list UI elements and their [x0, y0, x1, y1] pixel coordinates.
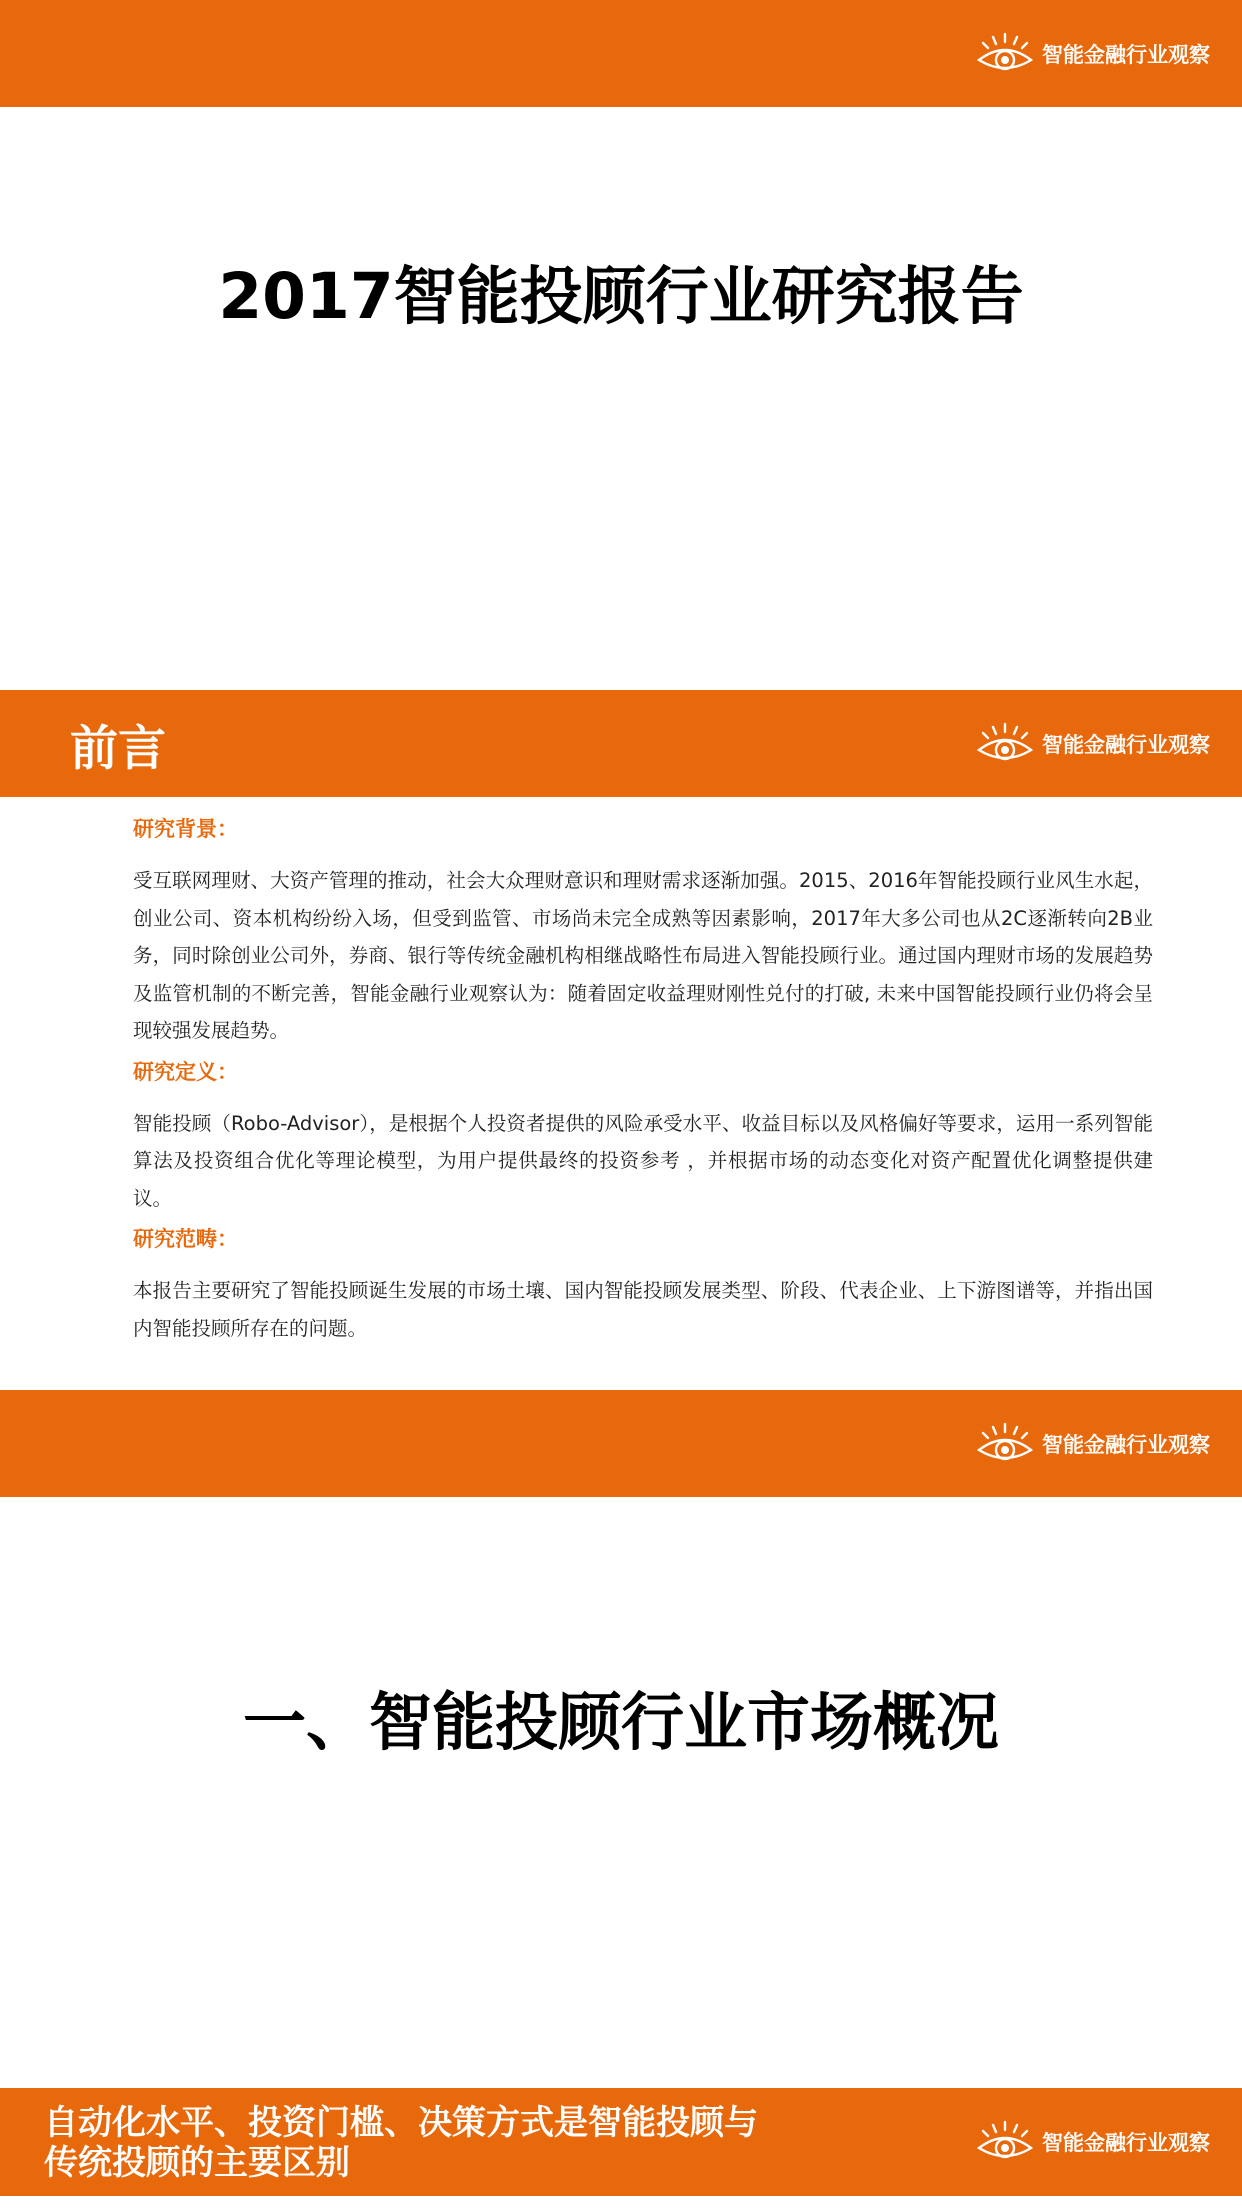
brand-logo: [976, 722, 1210, 766]
section-heading-background: 研究背景：: [133, 817, 238, 841]
section-heading-definition: 研究定义：: [133, 1059, 238, 1084]
page4-title-line2: 传统投顾的主要区别: [44, 2143, 350, 2183]
section-text-scope: 本报告主要研究了智能投顾诞生发展的市场土壤、国内智能投顾发展类型、阶段、代表企业、上下游图谱等，并指出国内智能投顾所存在的问题。: [133, 1279, 1153, 1340]
brand-name: 智能金融行业观察: [1042, 2131, 1210, 2155]
preface-band: [0, 690, 1242, 797]
section-heading-scope: 研究范畴：: [133, 1227, 238, 1251]
preface-title: 前言: [70, 720, 167, 776]
header-band-page3: [0, 1390, 1242, 1497]
brand-logo: [976, 2120, 1210, 2164]
section-text-definition: 智能投顾（Robo-Advisor），是根据个人投资者提供的风险承受水平、收益目标以及风格偏好等要求，运用一系列智能算法及投资组合优化等理论模型，为用户提供最终的投资参考 ，并根据市场的动态变化对资产配置优化调整提供建议。: [133, 1111, 1153, 1210]
brand-logo: [976, 32, 1210, 76]
brand-name: 智能金融行业观察: [1042, 1432, 1210, 1457]
preface-content: [133, 815, 1153, 1355]
header-band-page4: [0, 2088, 1242, 2196]
brand-logo: [976, 1422, 1210, 1466]
header-band-page1: [0, 0, 1242, 107]
report-title: 2017智能投顾行业研究报告: [218, 260, 1024, 333]
eye-icon: [976, 2120, 1034, 2164]
section-text-background: 受互联网理财、大资产管理的推动，社会大众理财意识和理财需求逐渐加强。2015、2016年智能投顾行业风生水起，创业公司、资本机构纷纷入场，但受到监管、市场尚未完全成熟等因素影响，2017年大多公司也从2C逐渐转向2B业务，同时除创业公司外，券商、银行等传统金融机构相继战略性布局进入智能投顾行业。通过国内理财市场的发展趋势及监管机制的不断完善，智能金融行业观察认为：随着固定收益理财刚性兑付的打破, 未来中国智能投顾行业仍将会呈现较强发展趋势。: [133, 869, 1153, 1042]
page4-title-line1: 自动化水平、投资门槛、决策方式是智能投顾与: [44, 2103, 758, 2143]
eye-icon: [976, 1422, 1034, 1466]
eye-icon: [976, 32, 1034, 76]
brand-name: 智能金融行业观察: [1042, 42, 1210, 67]
chapter-title: 一、智能投顾行业市场概况: [243, 1686, 999, 1759]
eye-icon: [976, 722, 1034, 766]
brand-name: 智能金融行业观察: [1042, 732, 1210, 757]
page4-title: [44, 2103, 758, 2183]
